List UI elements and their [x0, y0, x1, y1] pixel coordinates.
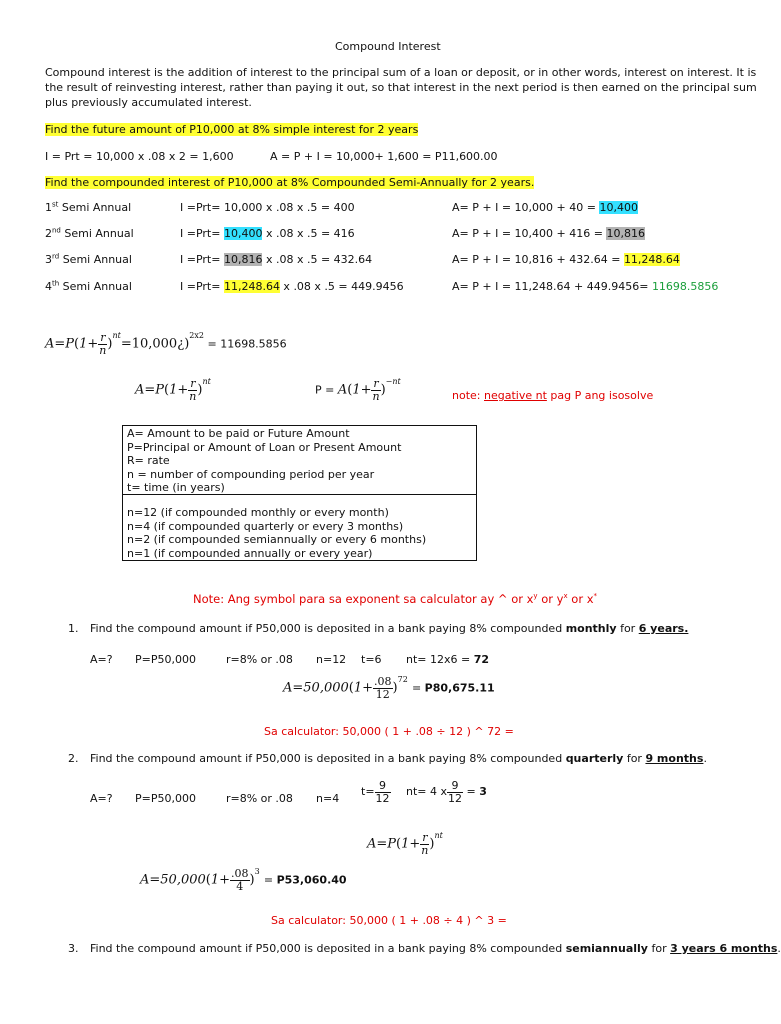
problem-number: 3. — [68, 942, 79, 955]
intro-line: the result of reinvesting interest, rather than paying it out, so that interest in the next period is then earned on the principal sum — [45, 81, 757, 94]
legend-period: n=4 (if compounded quarterly or every 3 months) — [127, 519, 404, 533]
semi-annual-period-label: 1st Semi Annual — [45, 200, 132, 214]
semi-annual-interest: I =Prt= 10,816 x .08 x .5 = 432.64 — [180, 253, 373, 266]
problem-1-text: Find the compound amount if P50,000 is deposited in a bank paying 8% compounded monthly for 6 years. — [90, 622, 689, 635]
problem-1-var-t: t=6 — [361, 653, 382, 666]
problem-number: 2. — [68, 752, 79, 765]
intro-line: plus previously accumulated interest. — [45, 96, 252, 109]
semi-annual-period-label: 2nd Semi Annual — [45, 226, 134, 240]
negative-nt-note: note: negative nt pag P ang isosolve — [452, 389, 654, 402]
problem-2-text: Find the compound amount if P50,000 is deposited in a bank paying 8% compounded quarterly for 9 months. — [90, 752, 707, 765]
problem-2-formula: A=50,000(1+ $\frac{.08}{4}$ )$^3$ = P53,060.40 — [140, 866, 347, 893]
problem-1-formula: A=50,000(1+ $\frac{.08}{12}$ )$^{72}$ = P80,675.11 — [283, 674, 495, 701]
semi-annual-interest: I =Prt= 10,000 x .08 x .5 = 400 — [180, 201, 355, 214]
semi-annual-interest: I =Prt= 10,400 x .08 x .5 = 416 — [180, 227, 355, 240]
problem-1-var-nt: nt= 12x6 = 72 — [406, 653, 490, 666]
calculator-exponent-note: Note: Ang symbol para sa exponent sa calculator ay ^ or $x^y$ or $y^x$ or x* — [193, 592, 598, 606]
compound-question: Find the compounded interest of P10,000 at 8% Compounded Semi-Annually for 2 years. — [45, 176, 535, 189]
legend-definition: R= rate — [127, 454, 170, 467]
legend-definition: P=Principal or Amount of Loan or Present Amount — [127, 440, 402, 454]
simple-amount: A = P + I = 10,000+ 1,600 = P11,600.00 — [270, 150, 498, 163]
problem-2-calculator: Sa calculator: 50,000 ( 1 + .08 ÷ 4 ) ^ 3 = — [271, 914, 507, 927]
semi-annual-amount: A= P + I = 10,400 + 416 = 10,816 — [452, 227, 645, 240]
problem-1-var-r: r=8% or .08 — [226, 653, 293, 666]
compound-formula: A=P(1+ $\frac{r}{n}$ )$^{nt}$ — [135, 376, 211, 403]
semi-annual-amount: A= P + I = 11,248.64 + 449.9456= 11698.5856 — [452, 280, 719, 293]
variable-legend-box — [122, 425, 477, 561]
problem-1-var-a: A=? — [90, 653, 113, 666]
problem-1-var-n: n=12 — [316, 653, 347, 666]
problem-1-calculator: Sa calculator: 50,000 ( 1 + .08 ÷ 12 ) ^ 72 = — [264, 725, 514, 738]
intro-line: Compound interest is the addition of interest to the principal sum of a loan or deposit, or in other words, interest on interest. It is — [45, 66, 757, 79]
problem-2-general-formula: A=P(1+ $\frac{r}{n}$ )$^{nt}$ — [367, 830, 443, 857]
compounding-periods — [123, 495, 476, 560]
problem-2-result: P53,060.40 — [276, 873, 347, 887]
legend-period: n=12 (if compounded monthly or every month) — [127, 506, 389, 519]
variable-definitions — [123, 426, 476, 495]
problem-number: 1. — [68, 622, 79, 635]
problem-2-var-nt: nt= 4 x $\frac{9}{12}$ = 3 — [406, 779, 487, 805]
compound-formula-worked: A=P(1+ $\frac{r}{n}$ )$^{nt}$=10,000¿)$^{2x2}$ = 11698.5856 — [45, 330, 287, 357]
simple-question: Find the future amount of P10,000 at 8% simple interest for 2 years — [45, 123, 419, 136]
problem-1-result: P80,675.11 — [424, 681, 495, 695]
page-title: Compound Interest — [335, 40, 441, 53]
semi-annual-period-label: 3rd Semi Annual — [45, 252, 132, 266]
semi-annual-period-label: 4th Semi Annual — [45, 279, 132, 293]
legend-definition: A= Amount to be paid or Future Amount — [127, 427, 350, 440]
problem-3-text: Find the compound amount if P50,000 is deposited in a bank paying 8% compounded semiannually for 3 years 6 months. — [90, 942, 781, 955]
problem-2-var-n: n=4 — [316, 792, 340, 805]
legend-definition: t= time (in years) — [127, 481, 225, 494]
legend-definition: n = number of compounding period per year — [127, 467, 375, 481]
semi-annual-amount: A= P + I = 10,816 + 432.64 = 11,248.64 — [452, 253, 680, 266]
present-value-formula: P = A(1+ $\frac{r}{n}$ )$^{-nt}$ — [315, 376, 401, 403]
semi-annual-interest: I =Prt= 11,248.64 x .08 x .5 = 449.9456 — [180, 280, 404, 293]
legend-period: n=2 (if compounded semiannually or every 6 months) — [127, 533, 427, 546]
semi-annual-amount: A= P + I = 10,000 + 40 = 10,400 — [452, 201, 638, 214]
problem-2-var-r: r=8% or .08 — [226, 792, 293, 805]
problem-2-var-a: A=? — [90, 792, 113, 805]
problem-2-var-p: P=P50,000 — [135, 792, 196, 805]
problem-2-var-t: t= $\frac{9}{12}$ — [361, 779, 390, 805]
legend-period: n=1 (if compounded annually or every year) — [127, 546, 373, 560]
problem-1-var-p: P=P50,000 — [135, 653, 196, 666]
simple-interest: I = Prt = 10,000 x .08 x 2 = 1,600 — [45, 150, 234, 163]
